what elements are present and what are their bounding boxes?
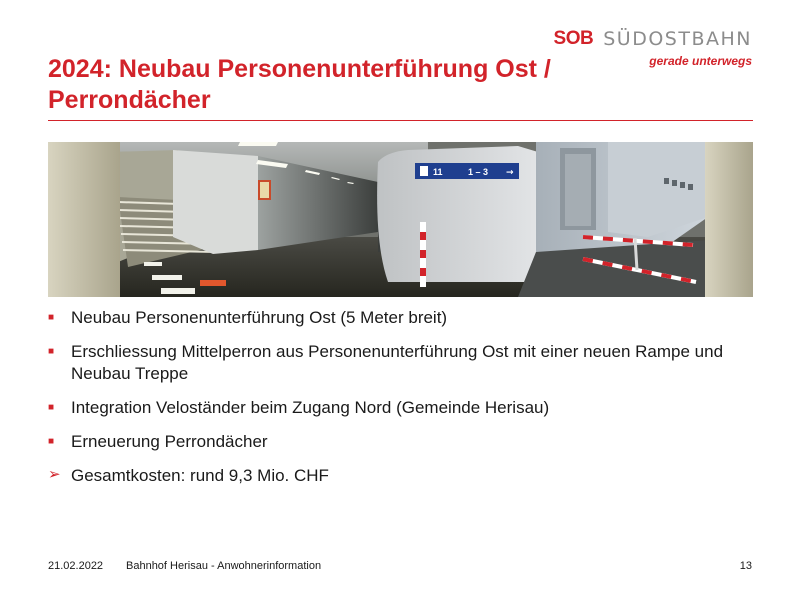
bullet-marker-square: ■ [48, 436, 55, 447]
bullet-text: Gesamtkosten: rund 9,3 Mio. CHF [71, 466, 329, 485]
footer-label: Bahnhof Herisau - Anwohnerinformation [126, 560, 322, 572]
bullet-text: Erschliessung Mittelperron aus Personenunterführung Ost mit einer neuen Rampe und Neubau Treppe [71, 342, 724, 383]
sign-track-range: 1 – 3 [468, 167, 489, 177]
title-divider [48, 120, 753, 121]
logo-name: SÜDOSTBAHN [603, 28, 752, 50]
bullet-marker-square: ■ [48, 402, 55, 413]
sign-track-number: 11 [433, 167, 443, 177]
bullet-text: Erneuerung Perrondächer [71, 432, 268, 451]
slide-title: 2024: Neubau Personenunterführung Ost / Perrondächer [48, 55, 551, 114]
page-number: 13 [739, 560, 752, 572]
bullet-marker-square: ■ [48, 312, 55, 323]
bullet-item [48, 397, 768, 419]
footer-date: 21.02.2022 [48, 560, 104, 572]
bullet-item [48, 307, 768, 329]
logo-tagline: gerade unterwegs [649, 54, 752, 68]
bullet-marker-square: ■ [48, 346, 55, 357]
logo-mark: SOB [553, 28, 594, 49]
bullet-item [48, 431, 768, 453]
arrow-bullet-icon: ➢ [48, 466, 61, 483]
bullet-item [48, 341, 768, 385]
bullet-list [48, 307, 768, 499]
underpass-photo [48, 142, 753, 297]
bullet-text: Neubau Personenunterführung Ost (5 Meter breit) [71, 308, 448, 327]
bullet-item [48, 465, 768, 487]
track-sign [415, 163, 519, 179]
sign-arrow: → [506, 168, 514, 178]
bullet-text: Integration Veloständer beim Zugang Nord (Gemeinde Herisau) [71, 398, 550, 417]
